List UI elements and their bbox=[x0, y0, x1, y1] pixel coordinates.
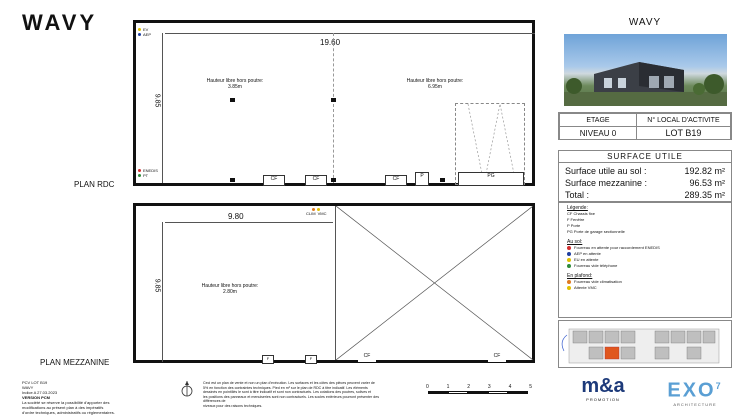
pillar bbox=[331, 98, 336, 102]
site-plan-box bbox=[558, 320, 732, 368]
ev-dot bbox=[138, 28, 141, 31]
mezz-zone-label bbox=[195, 283, 265, 295]
rdc-door-cf: CF bbox=[385, 175, 407, 186]
exo-logo-text: EXO bbox=[667, 379, 716, 402]
footer-line: PCV LOT B19 bbox=[22, 380, 48, 385]
legend-item-text: Fourreau vide téléphone bbox=[574, 263, 618, 268]
rdc-door-pg: PG bbox=[458, 172, 524, 186]
mezz-dim-line bbox=[165, 222, 333, 223]
mezz-void-cross bbox=[336, 206, 533, 360]
ma-logo-sub: PROMOTION bbox=[586, 397, 620, 402]
surface-value: 192.82 m² bbox=[684, 166, 725, 176]
table-header-local: N° LOCAL D'ACTIVITE bbox=[636, 114, 730, 127]
ma-promotion-logo bbox=[563, 375, 643, 402]
scale-label: 0 bbox=[426, 384, 429, 390]
au-sol-title: Au sol: bbox=[567, 239, 583, 245]
footer-line: modifications au présent plan à des impératifs bbox=[22, 405, 104, 410]
rdc-zone-divider bbox=[333, 33, 334, 183]
scale-label: 5 bbox=[529, 384, 532, 390]
exo7-architecture-logo bbox=[655, 375, 735, 407]
surface-value: 96.53 m² bbox=[689, 178, 725, 188]
rdc-zone-right-line1: Hauteur libre hors poutre: bbox=[406, 78, 464, 84]
rdc-dimension-width: 19.60 bbox=[320, 38, 341, 47]
aep-dot bbox=[567, 252, 571, 256]
render-illustration bbox=[564, 34, 727, 106]
mezz-plan-label: PLAN MEZZANINE bbox=[40, 358, 110, 367]
exo-logo-sub: ARCHITECTURE bbox=[673, 401, 717, 407]
footer-line: La société se réserve la possibilité d'apporter des bbox=[22, 400, 110, 405]
legend-title: Légende: bbox=[567, 205, 588, 211]
right-panel-title: WAVY bbox=[628, 17, 662, 28]
enedis-dot bbox=[138, 169, 141, 172]
disclaimer-line: dessinés en pointillés le sont à titre indicatif et sont non contractuels. Les cotations des poutres, solives et bbox=[203, 390, 372, 395]
ma-logo-text: m&a bbox=[581, 375, 625, 397]
legend-box bbox=[558, 202, 732, 318]
mezz-zone-height: 2.80m bbox=[223, 289, 237, 295]
legend-au-sol-item bbox=[567, 263, 723, 269]
rdc-dim-line bbox=[165, 33, 535, 34]
vmc-label: VMC bbox=[317, 211, 327, 216]
legend-item-text: Fourreau en attente pour raccordement ENEDIS bbox=[574, 245, 660, 250]
footer-disclaimer bbox=[203, 381, 393, 409]
disclaimer-line: niveaux pour des raisons techniques. bbox=[203, 403, 263, 408]
legend-item-text: Attente VMC bbox=[574, 285, 597, 290]
table-value-niveau: NIVEAU 0 bbox=[560, 127, 637, 140]
rdc-zone-left-label bbox=[200, 78, 270, 90]
pillar bbox=[440, 178, 445, 182]
mezz-legend-top bbox=[306, 208, 326, 216]
surface-row bbox=[565, 189, 725, 201]
mezz-dimension-width: 9.80 bbox=[228, 212, 244, 221]
pillar bbox=[331, 178, 336, 182]
rdc-dimension-depth: 9.85 bbox=[153, 93, 161, 108]
wavy-logo: WAVY bbox=[22, 10, 98, 35]
table-value-lot: LOT B19 bbox=[636, 127, 730, 140]
disclaimer-line: Ceci est un plan de vente et non un plan d'exécution. Les surfaces et les côtes des pièces peuvent varier de bbox=[203, 381, 375, 385]
lot-table bbox=[559, 113, 731, 140]
rdc-door-p: P bbox=[415, 172, 429, 186]
surface-row bbox=[565, 177, 725, 189]
vmc-dot bbox=[567, 286, 571, 290]
footer-line: Indice A 27.03.2023 bbox=[22, 390, 58, 395]
surface-value: 289.35 m² bbox=[684, 190, 725, 200]
surface-label: Total : bbox=[565, 190, 590, 200]
plafond-title: En plafond: bbox=[567, 273, 593, 279]
legend-item-text: PG Porte de garage sectionnelle bbox=[567, 229, 625, 234]
mezz-window-f: F bbox=[305, 355, 317, 364]
scale-label: 4 bbox=[508, 384, 512, 390]
surface-title: SURFACE UTILE bbox=[559, 151, 731, 163]
mezz-depth-line bbox=[162, 222, 163, 362]
pillar bbox=[230, 98, 235, 102]
ev-label: EV bbox=[143, 27, 149, 32]
footer-line: WAVY bbox=[22, 385, 34, 390]
footer-line: VERSION PCM bbox=[22, 395, 51, 400]
mezz-chassis-cf: CF bbox=[358, 353, 376, 362]
enedis-label: ENEDIS bbox=[143, 168, 158, 173]
scale-label: 3 bbox=[487, 384, 491, 390]
phone-dot bbox=[567, 264, 571, 268]
disclaimer-line: les positions des panneaux et menuiseries sont non contractuels. Les socles extérieurs pourront présenter des différences de bbox=[203, 394, 379, 404]
surface-row bbox=[565, 165, 725, 177]
pt-dot bbox=[138, 174, 141, 177]
eu-dot bbox=[567, 258, 571, 262]
clim-dot bbox=[567, 280, 571, 284]
scale-labels bbox=[426, 384, 532, 390]
table-header-etage: ETAGE bbox=[560, 114, 637, 127]
footer-project-block bbox=[22, 380, 132, 415]
rdc-door-cf: CF bbox=[305, 175, 327, 186]
disclaimer-line: 5% en fonction des contraintes techniques. Pied en m² sur le plan de RDC à titre indicatif. Les éléments bbox=[203, 385, 368, 390]
rdc-legend-bottom bbox=[138, 168, 158, 178]
legend-item-text: P Porte bbox=[567, 223, 581, 228]
rdc-plan-label: PLAN RDC bbox=[74, 180, 115, 189]
legend-item-text: AEP en attente bbox=[574, 251, 601, 256]
footer-line: d'ordre techniques, administratifs ou réglementaires. bbox=[22, 410, 115, 415]
rdc-zone-left-height: 3.85m bbox=[228, 84, 242, 90]
mezz-dimension-depth: 9.85 bbox=[153, 278, 161, 293]
scale-label: 1 bbox=[446, 384, 450, 390]
building-render-image bbox=[564, 34, 727, 106]
clim-label: CLIM bbox=[306, 211, 316, 216]
legend-item-text: EU en attente bbox=[574, 257, 599, 262]
aep-dot bbox=[138, 33, 141, 36]
rdc-zone-left-line1: Hauteur libre hors poutre: bbox=[206, 78, 264, 84]
legend-item-text: CF Chassis fixe bbox=[567, 211, 596, 216]
legend-plafond-item bbox=[567, 285, 723, 291]
surface-label: Surface utile au sol : bbox=[565, 166, 647, 176]
rdc-depth-line bbox=[162, 33, 163, 183]
aep-label: AEP bbox=[143, 32, 152, 37]
surface-box bbox=[558, 150, 732, 202]
rdc-zone-right-label bbox=[400, 78, 470, 90]
mezz-void-area bbox=[335, 206, 533, 360]
scale-label: 2 bbox=[467, 384, 471, 390]
legend-item-text: Fourreau vide climatisation bbox=[574, 279, 622, 284]
legend-item bbox=[567, 229, 723, 235]
mezz-zone-line1: Hauteur libre hors poutre: bbox=[201, 283, 259, 289]
pt-label: PT bbox=[143, 173, 149, 178]
exo-logo-sup: 7 bbox=[715, 381, 723, 391]
north-arrow-icon bbox=[180, 380, 194, 403]
rdc-zone-right-height: 6.95m bbox=[428, 84, 442, 90]
lot-info-box bbox=[558, 112, 732, 140]
surface-label: Surface mezzanine : bbox=[565, 178, 648, 188]
mezz-chassis-cf: CF bbox=[488, 353, 506, 362]
enedis-dot bbox=[567, 246, 571, 250]
site-plan-map bbox=[559, 321, 731, 367]
scale-bar bbox=[428, 391, 528, 395]
rdc-door-cf: CF bbox=[263, 175, 285, 186]
legend-item-text: F Fenêtre bbox=[567, 217, 585, 222]
pillar bbox=[230, 178, 235, 182]
mezz-window-f: F bbox=[262, 355, 274, 364]
rdc-legend-top bbox=[138, 27, 151, 37]
